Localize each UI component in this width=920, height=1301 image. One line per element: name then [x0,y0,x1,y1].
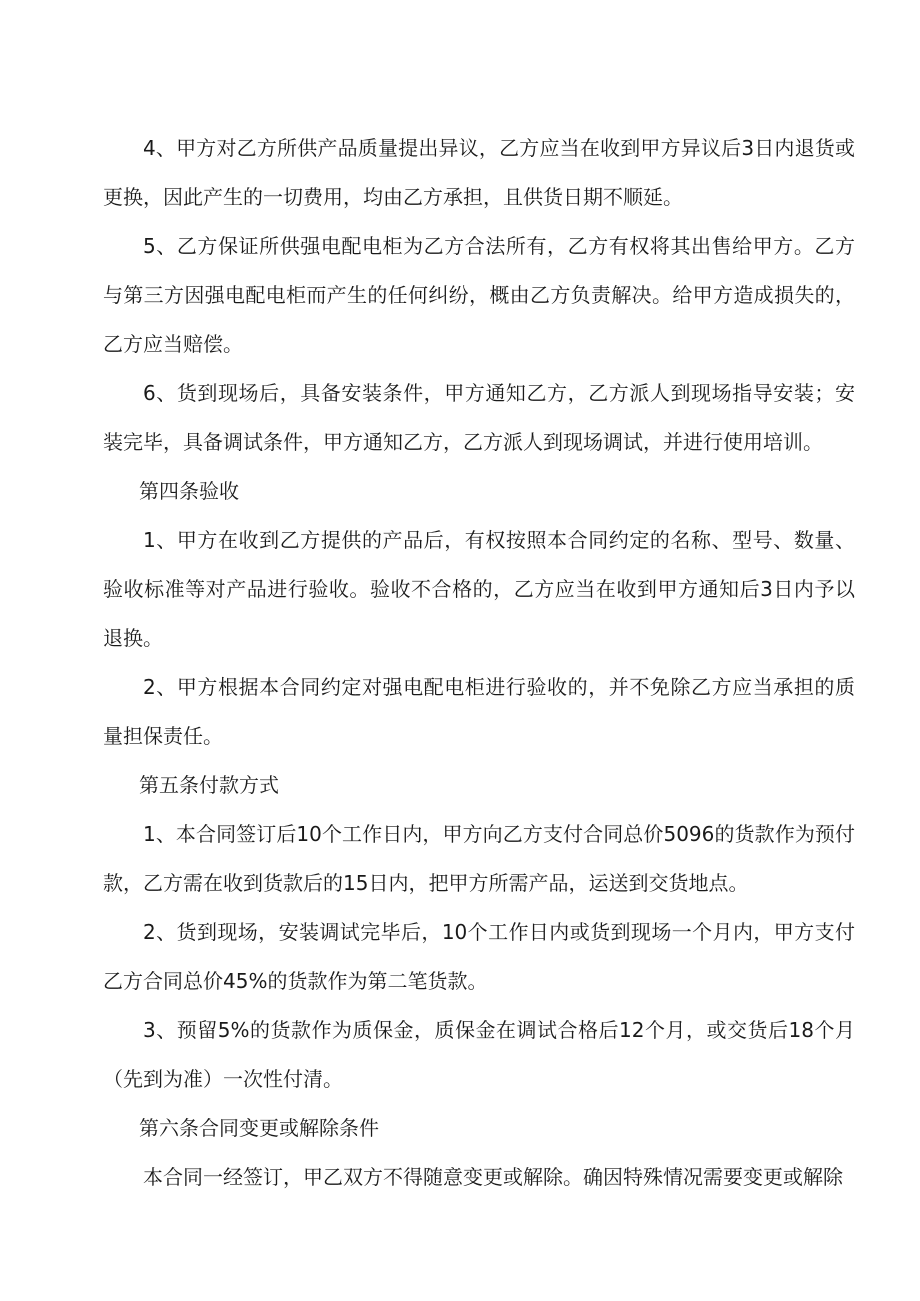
article-6-heading: 第六条合同变更或解除条件 [139,1116,379,1140]
article-5-clause-3: 3、预留5%的货款作为质保金，质保金在调试合格后12个月，或交货后18个月（先到为准）一次性付清。 [103,1018,855,1091]
article-6-body: 本合同一经签订，甲乙双方不得随意变更或解除。确因特殊情况需要变更或解除 [143,1165,843,1189]
article-5-heading: 第五条付款方式 [139,773,279,797]
article-5-clause-2: 2、货到现场，安装调试完毕后，10个工作日内或货到现场一个月内，甲方支付乙方合同总价45%的货款作为第二笔货款。 [103,920,855,993]
clause-4-quality-objection: 4、甲方对乙方所供产品质量提出异议，乙方应当在收到甲方异议后3日内退货或更换，因此产生的一切费用，均由乙方承担，且供货日期不顺延。 [103,136,855,209]
article-5-clause-1: 1、本合同签订后10个工作日内，甲方向乙方支付合同总价5096的货款作为预付款，乙方需在收到货款后的15日内，把甲方所需产品，运送到交货地点。 [103,822,855,895]
clause-5-ownership-guarantee: 5、乙方保证所供强电配电柜为乙方合法所有，乙方有权将其出售给甲方。乙方与第三方因强电配电柜而产生的任何纠纷，概由乙方负责解决。给甲方造成损失的，乙方应当赔偿。 [103,234,855,356]
article-4-clause-2: 2、甲方根据本合同约定对强电配电柜进行验收的，并不免除乙方应当承担的质量担保责任。 [103,675,855,748]
article-4-heading: 第四条验收 [139,479,239,503]
clause-6-installation: 6、货到现场后，具备安装条件，甲方通知乙方，乙方派人到现场指导安装；安装完毕，具备调试条件，甲方通知乙方，乙方派人到现场调试，并进行使用培训。 [103,381,855,454]
article-4-clause-1: 1、甲方在收到乙方提供的产品后，有权按照本合同约定的名称、型号、数量、验收标准等对产品进行验收。验收不合格的，乙方应当在收到甲方通知后3日内予以退换。 [103,528,855,650]
document-body [103,124,855,1202]
